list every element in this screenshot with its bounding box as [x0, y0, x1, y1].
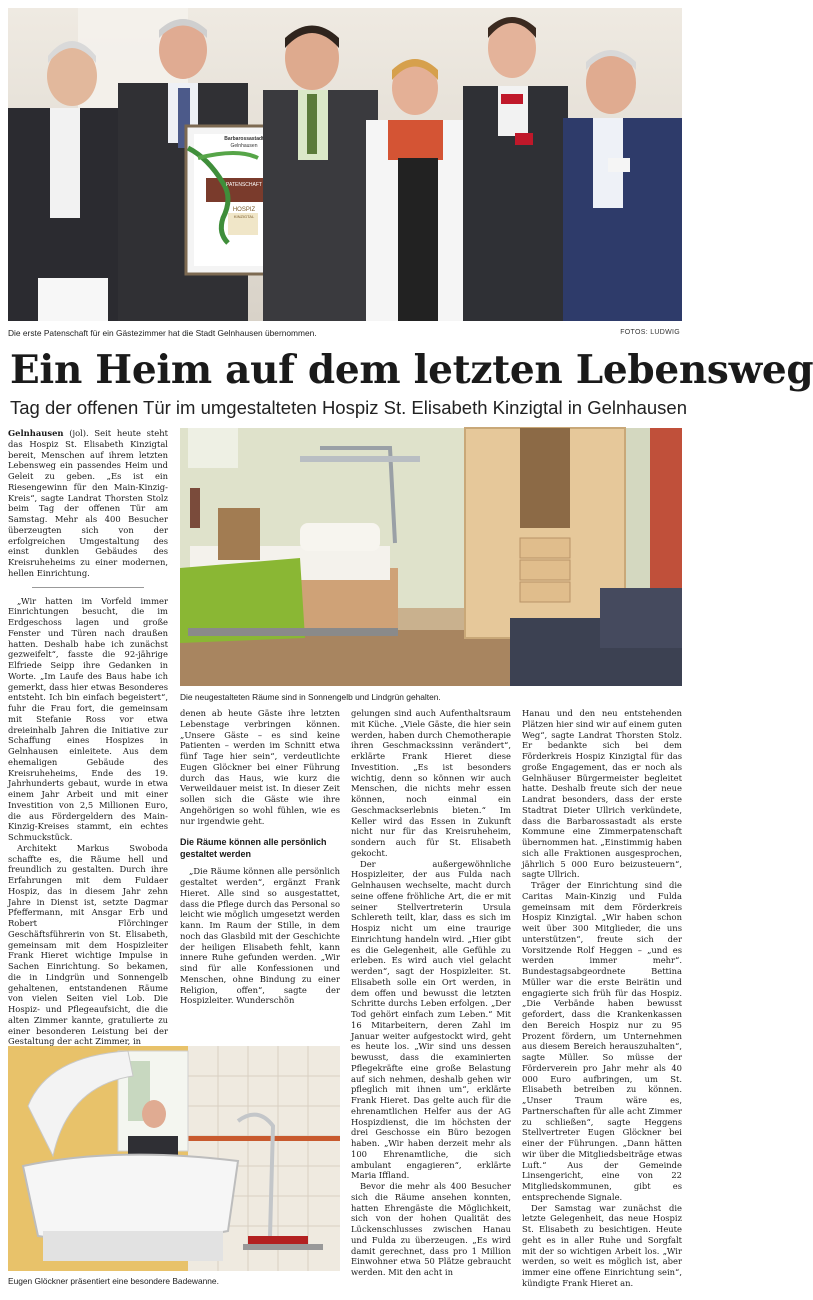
certificate-logo-1: HOSPIZ — [232, 207, 256, 213]
paragraph: Hanau und den neu entstehenden Plätzen hier sind wir auf einem guten Weg“, sagte Landrat Thorsten Stolz. Er bedankte sich bei dem Förderkreis Hospiz Kinzigtal für das große Engagement, das er noch als Gelnhäuser Bürgermeister begleitet hatte. Deshalb freute sich der neue Landrat besonders, dass der erste Stadtrat Dieter Ullrich verkündete, dass die Barbarossastadt als erste Kommune eine Zimmerpatenschaft übernommen hat. „Einstimmig haben sich alle Fraktionen ausgesprochen, jährlich 5 000 Euro beizusteuern“, sagte Ullrich. — [522, 708, 682, 880]
subheading: Die Räume können alle persönlich gestaltet werden — [180, 837, 327, 860]
paragraph: gelungen sind auch Aufenthaltsraum mit Küche. „Viele Gäste, die hier sein werden, haben durch Chemotherapie ihren Geschmackssinn verändert“, erklärte Frank Hieret diese Investition. „Es ist besonders wichtig, denn so können wir auch Menschen, die nichts mehr essen können, noch einmal ein Geschmackserlebnis bieten.“ Im Keller wird das Essen in Zukunft nicht nur für das Kreisruheheim, sondern auch für St. Elisabeth gekocht. — [351, 708, 511, 858]
certificate-logo-2: KINZIGTAL — [233, 214, 255, 219]
paragraph — [8, 428, 168, 579]
paragraph: Der Samstag war zunächst die letzte Gelegenheit, das neue Hospiz St. Elisabeth zu besichtigen. Heute geht es in aller Ruhe und Sorgfalt mit der so wichtigen Arbeit los. „Wir werden, so weit es möglich ist, aber immer eine offene Einrichtung sein“, kündigte Frank Hieret an. — [522, 1202, 682, 1288]
paragraph: denen ab heute Gäste ihre letzten Lebenstage verbringen können. „Unsere Gäste – es sind keine Patienten – werden im Schnitt etwa fünf Tage hier sein“, verdeutlichte Eugen Glöckner bei einer Führung durch das Haus, wie kurz die Verweildauer meist ist. In dieser Zeit sollen sich die Gäste wie ihre Angehörigen so wohl fühlen, wie es nur irgendwie geht. — [180, 708, 340, 826]
paragraph-text: (jol). Seit heute steht das Hospiz St. Elisabeth Kinzigtal bereit, Menschen auf ihrem letzten Lebensweg ein passendes Heim und Geleit zu geben. „Es ist ein Riesengewinn für den Main-Kinzig-Kreis“, sagte Landrat Thorsten Stolz beim Tag der offenen Tür am Samstag. Mehr als 400 Besucher überzeugten sich von der erfolgreichen Umgestaltung des einst dunklen Gebäudes des Kreisruheheims zu einer modernen, hellen Einrichtung. — [8, 428, 168, 578]
article-column-4 — [522, 708, 682, 1296]
article-column-3 — [351, 708, 511, 1296]
bath-photo — [8, 1046, 340, 1271]
group-photo-illustration — [8, 8, 682, 321]
certificate-text — [198, 136, 290, 220]
column-divider — [32, 587, 144, 588]
paragraph: „Wir hatten im Vorfeld immer Einrichtungen besucht, die im Erdgeschoss lagen und große Fenster und Türen nach draußen hatten. Deshalb habe ich zunächst gezweifelt“, fasste die 92-jährige Elfriede Seipp ihre Gedanken in Worte. „Im Laufe des Baus habe ich gemerkt, dass hier etwas Besonderes entsteht. Ich bin einfach begeistert“, fuhr die Frau fort, die gemeinsam mit Stefanie Ross vor etwa dreieinhalb Jahren die Initiative zur Schaffung eines Hospizes in Gelnhausen einleitete. Aus dem ehemaligen Gebäude des Kreisruheheims, Ende des 19. Jahrhunderts gebaut, wurde in etwa einem Jahr Arbeit und mit einer Investition von 2,5 Millionen Euro, die aus Fördergeldern des Main-Kinzig-Kreises stammt, ein echtes Schmuckstück. — [8, 595, 168, 842]
bath-photo-caption: Eugen Glöckner präsentiert eine besondere Badewanne. — [8, 1276, 219, 1286]
subheadline: Tag der offenen Tür im umgestalteten Hospiz St. Elisabeth Kinzigtal in Gelnhausen — [10, 397, 688, 418]
certificate-line2: Gelnhausen — [230, 143, 258, 149]
paragraph: „Die Räume können alle persönlich gestaltet werden“, ergänzt Frank Hieret. Alle sind so ausgestattet, dass die Pflege durch das Personal so leicht wie möglich umgesetzt werden kann. Im Raum der Stille, in dem noch das Glasbild mit der Geschichte der heiligen Elisabeth fehlt, kann innere Ruhe gefunden werden. „Wir sind für alle Konfessionen und Menschen, ohne Bindung zu einer Religion, offen“, sagte der Hospizleiter. Wunderschön — [180, 866, 340, 1006]
certificate-line3: PATENSCHAFT — [226, 182, 262, 188]
dateline: Gelnhausen — [8, 428, 64, 438]
bath-photo-illustration — [8, 1046, 340, 1271]
photo-credit: FOTOS: LUDWIG — [620, 329, 680, 336]
top-photo-caption: Die erste Patenschaft für ein Gästezimmer hat die Stadt Gelnhausen übernommen. — [8, 328, 317, 338]
paragraph: Der außergewöhnliche Hospizleiter, der aus Fulda nach Gelnhausen wechselte, macht durch seine offene fröhliche Art, die er mit seiner Stellvertreterin Ursula Schlereth teilt, klar, dass es sich im Hospiz nicht um eine traurige Einrichtung handeln wird. „Hier gibt es die Gelegenheit, alle Gefühle zu erleben. Es wird auch viel gelacht werden“, sagt der Hospizleiter. St. Elisabeth solle ein Ort werden, in dem offen und bewusst die letzten Schritte durchs Leben erfolgen. „Der Tod gehört einfach zum Leben.“ Mit 16 Mitarbeitern, deren Zahl im Januar weiter aufgestockt wird, geht es heute los. „Wir sind uns dessen bewusst, dass die examinierten Pflegekräfte eine große Belastung auf sich nehmen, deshalb gehen wir pfleglich mit ihnen um“, erklärte Frank Hieret. Das gelte auch für die ehrenamtlichen Helfer aus der AG Hospizdienst, die im höchsten der drei Geschosse ein Büro bezogen haben. „Wir haben derzeit mehr als 100 Ehrenamtliche, die sich ambulant engagieren“, erklärte Maria Iffland. — [351, 858, 511, 1181]
certificate-line1: Barbarossastadt — [224, 136, 264, 142]
group-photo — [8, 8, 682, 321]
article-column-2 — [180, 708, 340, 1040]
paragraph: Bevor die mehr als 400 Besucher sich die Räume ansehen konnten, hatten Ehrengäste die Möglichkeit, sich von der hohen Qualität des Lückenschlusses zwischen Hanau und Fulda zu überzeugen. „Es wird damit gerechnet, dass pro 1 Million Einwohner etwa 50 Plätze gebraucht werden. Mit den acht in — [351, 1181, 511, 1277]
room-photo — [180, 428, 682, 686]
room-photo-caption: Die neugestalteten Räume sind in Sonnengelb und Lindgrün gehalten. — [180, 692, 441, 702]
paragraph: Architekt Markus Swoboda schaffte es, die Räume hell und freundlich zu gestalten. Durch ihre Erfahrungen mit dem Fuldaer Hospiz, das in diesem Jahr zehn Jahre in Dienst ist, setzte Dagmar Pfeffermann, mit Ansgar Erb und Robert Flörchinger Geschäftsführerin von St. Elisabeth, gemeinsam mit dem Hospizleiter Frank Hieret wichtige Impulse in Sachen Einrichtung. So bekamen, die in Lindgrün und Sonnengelb gehaltenen, entstandenen Räume von vielen Seiten viel Lob. Die Hospiz- und Pflegeaufsicht, die die alten Zimmer kannte, gratulierte zu einer besonderen Leistung bei der Gestaltung der acht Zimmer, in — [8, 842, 168, 1047]
headline: Ein Heim auf dem letzten Lebensweg — [10, 347, 813, 393]
paragraph: Träger der Einrichtung sind die Caritas Main-Kinzig und Fulda gemeinsam mit dem Förderkreis Hospiz Kinzigtal. „Wir haben schon weit über 300 Mitglieder, die uns unterstützen“, freute sich der Vorsitzende Rolf Heggen – „und es werden immer mehr“. Bundestagsabgeordnete Bettina Müller war die erste Beirätin und engagierte sich früh für das Hospiz. „Die Verbände haben bewusst gefordert, dass die Krankenkassen den Bereich Hospiz nur zu 95 Prozent fördern, um Unternehmen aus diesem Bereich herauszuhalten“, sagte Müller. So müsse der Förderverein pro Jahr mehr als 40 000 Euro aufbringen, um St. Elisabeth betreiben zu können. „Unser Traum wäre es, Partnerschaften für alle acht Zimmer zu schließen“, sagte Heggens Stellvertreter Eugen Glöckner bei einer der Führungen. „Dann hätten wir über die Mitgliedsbeiträge etwas Luft.“ Aus der Gemeinde Linsengericht, eine von 22 Mitgliedskommunen, gibt es entsprechende Signale. — [522, 880, 682, 1202]
room-photo-illustration — [180, 428, 682, 686]
